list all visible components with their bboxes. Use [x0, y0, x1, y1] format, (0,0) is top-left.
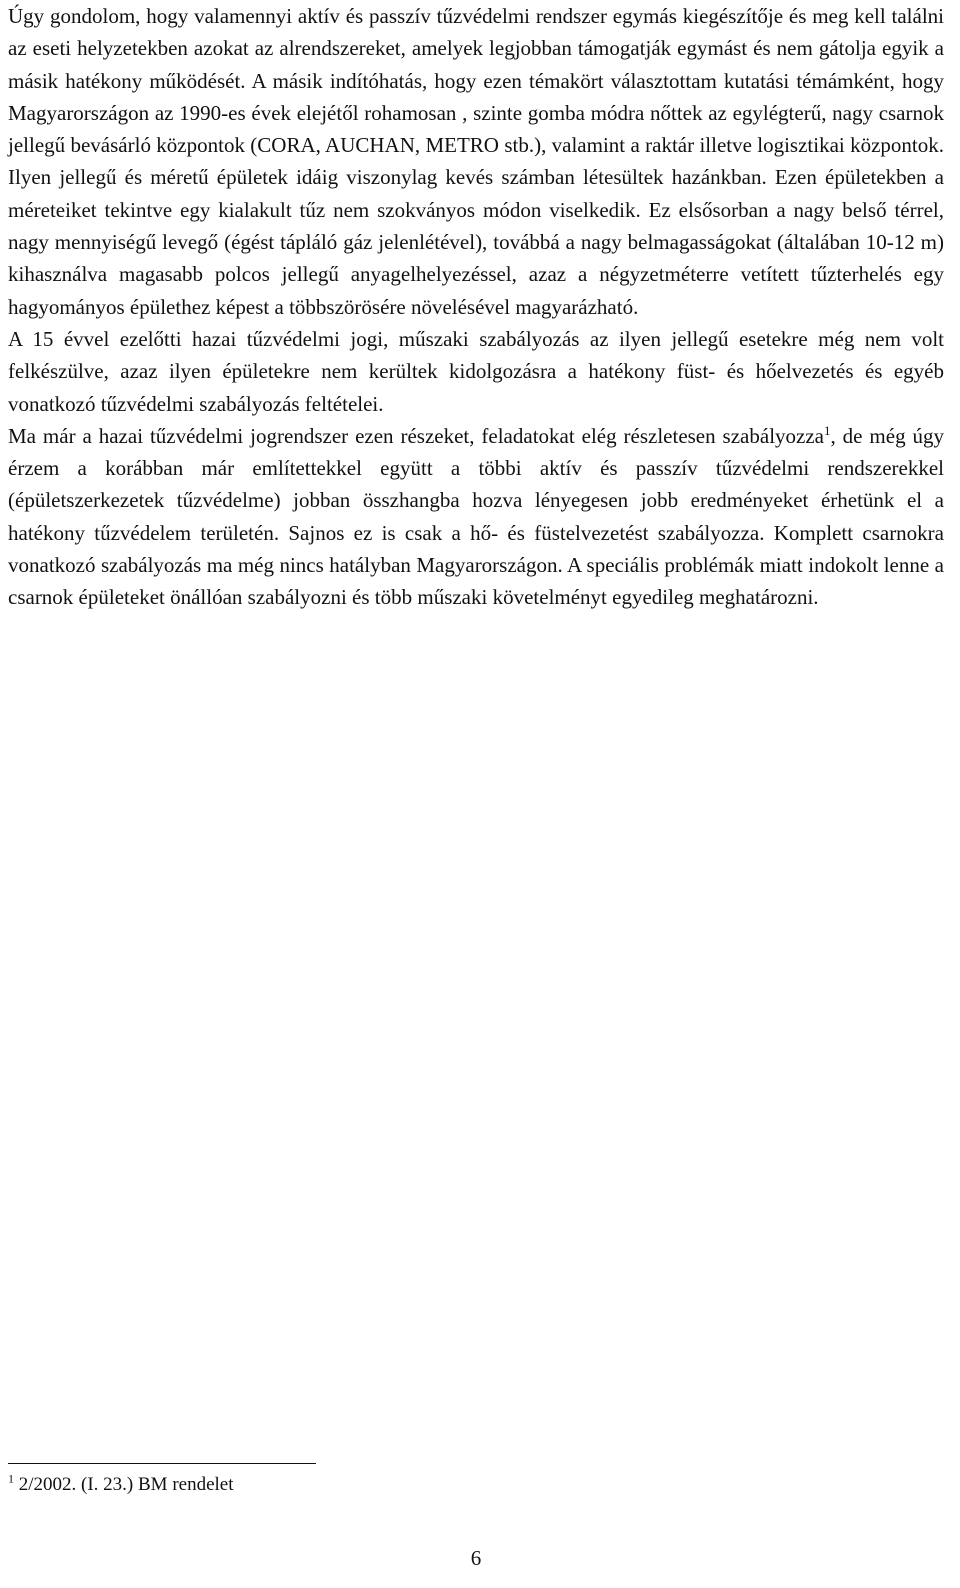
paragraph-1: Úgy gondolom, hogy valamennyi aktív és passzív tűzvédelmi rendszer egymás kiegészítője és meg kell találni az eseti helyzetekben azokat az alrendszereket, amelyek legjobban támogatják egymást és nem gátolja egyik a másik hatékony működését. A másik indítóhatás, hogy ezen témakört választottam kutatási témámként, hogy Magyarországon az 1990-es évek elejétől rohamosan , szinte gomba módra nőttek az egylégterű, nagy csarnok jellegű bevásárló központok (CORA, AUCHAN, METRO stb.), valamint a raktár illetve logisztikai központok. Ilyen jellegű és méretű épületek idáig viszonylag kevés számban létesültek hazánkban. Ezen épületekben a méreteiket tekintve egy kialakult tűz nem szokványos módon viselkedik. Ez elsősorban a nagy belső térrel, nagy mennyiségű levegő (égést tápláló gáz jelenlétével), továbbá a nagy belmagasságokat (általában 10-12 m) kihasználva magasabb polcos jellegű anyagelhelyezéssel, azaz a négyzetméterre vetített tűzterhelés egy hagyományos épülethez képest a többszörösére növelésével magyarázható. — [8, 4, 944, 319]
footnote-reference[interactable]: 1 — [824, 422, 831, 438]
footnote-mark: 1 — [8, 1471, 14, 1486]
paragraph-2: A 15 évvel ezelőtti hazai tűzvédelmi jogi, műszaki szabályozás az ilyen jellegű esetekre még nem volt felkészülve, azaz ilyen épületekre nem kerültek kidolgozásra a hatékony füst- és hőelvezetés és egyéb vonatkozó tűzvédelmi szabályozás feltételei. — [8, 326, 944, 416]
document-page — [8, 0, 944, 1588]
footnote — [8, 1473, 234, 1497]
footnote-separator — [8, 1463, 316, 1464]
footnote-text: 2/2002. (I. 23.) BM rendelet — [18, 1474, 234, 1495]
paragraph-3-text-after: , de még úgy érzem a korábban már említettekkel együtt a többi aktív és passzív tűzvédelmi rendszerekkel (épületszerkezetek tűzvédelme) jobban összhangba hozva lényegesen jobb eredményeket érhetünk el a hatékony tűzvédelem területén. Sajnos ez is csak a hő- és füstelvezetést szabályozza. Komplett csarnokra vonatkozó szabályozás ma még nincs hatályban Magyarországon. A speciális problémák miatt indokolt lenne a csarnok épületeket önállóan szabályozni és több műszaki követelményt egyedileg meghatározni. — [8, 423, 945, 610]
paragraph-3 — [8, 420, 944, 614]
page-number: 6 — [470, 1546, 482, 1570]
body-text — [8, 0, 944, 614]
paragraph-3-text-before: Ma már a hazai tűzvédelmi jogrendszer ezen részeket, feladatokat elég részletesen szabályozza — [8, 423, 824, 448]
